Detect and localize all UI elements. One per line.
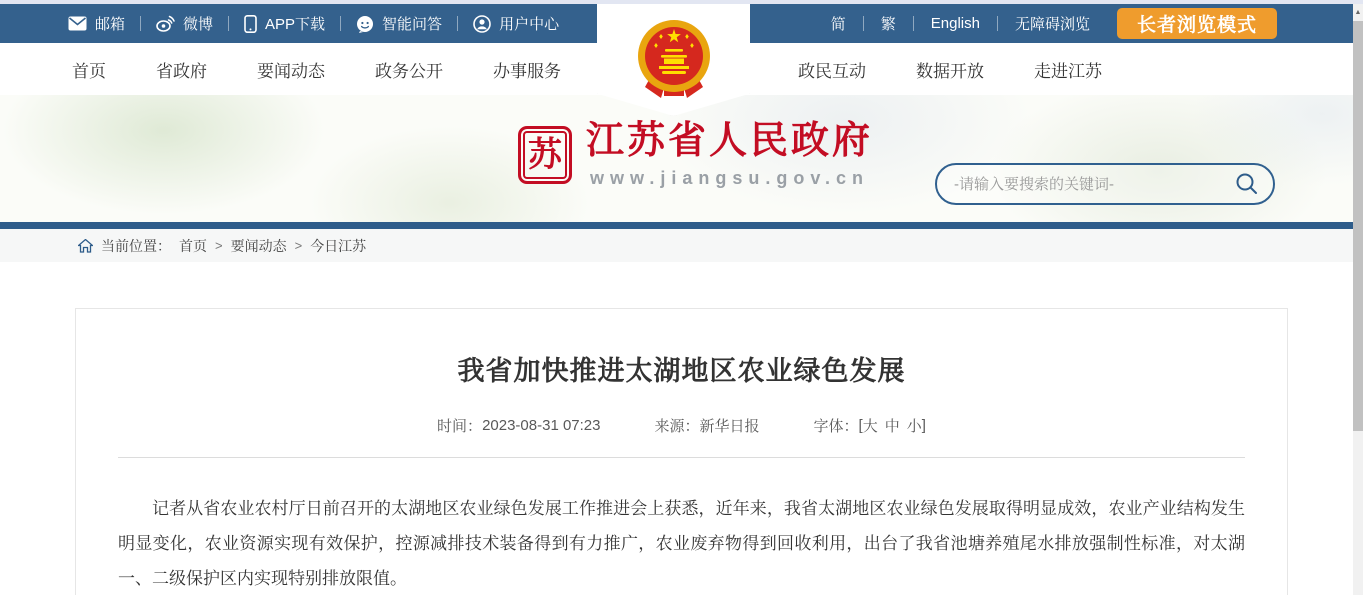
home-icon [78, 239, 93, 253]
utility-item-label: APP下载 [265, 16, 326, 33]
meta-time-value: 2023-08-31 07:23 [482, 417, 601, 434]
article-paragraph: 记者从省农业农村厅日前召开的太湖地区农业绿色发展工作推进会上获悉，近年来，我省太湖地区农业绿色发展取得明显成效，农业产业结构发生明显变化，农业资源实现有效保护，控源减排技术装备得到有力推广，农业废弃物得到回收利用，出台了我省池塘养殖尾水排放强制性标准，对太湖一、二级保护区内实现特别排放限值。 [118, 499, 1245, 588]
weibo-link[interactable] [156, 13, 213, 34]
weibo-icon [156, 15, 175, 32]
breadcrumb-label: 当前位置： [101, 237, 171, 254]
smartphone-icon [244, 15, 257, 33]
robot-chat-icon [356, 15, 374, 33]
utility-item-label: 邮箱 [95, 16, 126, 33]
mail-icon [68, 16, 87, 31]
national-emblem-badge[interactable] [597, 4, 750, 116]
content-area [0, 262, 1363, 595]
utility-left-group [68, 4, 559, 43]
nav-item-provincial-gov[interactable]: 省政府 [156, 61, 207, 81]
font-bracket-close: ] [921, 417, 926, 434]
separator [340, 16, 341, 31]
site-logo[interactable] [518, 121, 873, 189]
utility-item-label: 智能问答 [382, 16, 443, 33]
utility-item-label: 用户中心 [499, 16, 560, 33]
breadcrumb-news[interactable]: 要闻动态 [230, 237, 287, 254]
lang-traditional[interactable]: 繁 [880, 16, 896, 33]
scrollbar-up-arrow[interactable]: ▲ [1353, 4, 1363, 21]
accessibility-link[interactable]: 无障碍浏览 [1014, 16, 1090, 33]
banner [0, 95, 1363, 222]
browser-chrome-edge [0, 0, 1363, 4]
article-meta [118, 415, 1245, 436]
scrollbar[interactable] [1353, 4, 1363, 595]
nav-item-gov-affairs[interactable]: 政务公开 [375, 61, 443, 81]
utility-item-label: 微博 [183, 16, 214, 33]
site-text-block [586, 121, 873, 189]
nav-item-home[interactable]: 首页 [72, 61, 106, 81]
meta-font-label: 字体： [813, 418, 859, 435]
font-size-options [863, 415, 922, 436]
separator [140, 16, 141, 31]
separator [457, 16, 458, 31]
breadcrumb-current[interactable]: 今日江苏 [310, 237, 367, 254]
app-download-link[interactable] [244, 13, 325, 34]
national-emblem-icon [634, 18, 714, 116]
nav-left-group [72, 43, 561, 95]
meta-source-value: 新华日报 [699, 418, 760, 435]
font-size-small[interactable]: 小 [906, 418, 922, 435]
separator [228, 16, 229, 31]
article-card [75, 308, 1288, 595]
separator [913, 16, 914, 31]
nav-item-services[interactable]: 办事服务 [493, 61, 561, 81]
nav-item-about-jiangsu[interactable]: 走进江苏 [1034, 61, 1102, 81]
mail-link[interactable] [68, 13, 125, 34]
separator [863, 16, 864, 31]
meta-divider [118, 457, 1245, 458]
meta-time [437, 415, 600, 436]
font-bracket-open: [ [858, 417, 863, 434]
meta-source-label: 来源： [654, 418, 700, 435]
smart-qa-link[interactable] [356, 13, 442, 34]
lang-simplified[interactable]: 简 [830, 16, 846, 33]
article-title: 我省加快推进太湖地区农业绿色发展 [457, 356, 906, 386]
elder-mode-button[interactable]: 长者浏览模式 [1117, 8, 1277, 39]
search-icon [1235, 172, 1259, 196]
meta-font-size [814, 415, 926, 436]
meta-time-label: 时间： [437, 418, 483, 435]
search-button[interactable] [1235, 172, 1259, 196]
search-bar [935, 163, 1275, 205]
site-url: www.jiangsu.gov.cn [589, 167, 870, 188]
font-size-medium[interactable]: 中 [884, 418, 900, 435]
breadcrumb-separator: > [215, 238, 223, 253]
user-icon [473, 15, 491, 33]
breadcrumb-separator: > [294, 238, 303, 253]
banner-bottom-bar [0, 222, 1363, 229]
meta-source [655, 415, 760, 436]
search-input[interactable] [954, 176, 1235, 193]
breadcrumb [0, 229, 1363, 262]
separator [997, 16, 998, 31]
nav-right-group [798, 43, 1102, 95]
user-center-link[interactable] [473, 13, 559, 34]
nav-item-interaction[interactable]: 政民互动 [798, 61, 866, 81]
breadcrumb-home[interactable]: 首页 [179, 237, 207, 254]
jiangsu-seal-icon [518, 126, 572, 184]
lang-english[interactable]: English [930, 15, 980, 32]
seal-character: 苏 [528, 135, 562, 174]
nav-item-open-data[interactable]: 数据开放 [916, 61, 984, 81]
utility-right-group [831, 4, 1277, 43]
scrollbar-thumb[interactable] [1353, 21, 1363, 431]
font-size-large[interactable]: 大 [862, 418, 878, 435]
nav-item-news[interactable]: 要闻动态 [257, 61, 325, 81]
site-name: 江苏省人民政府 [586, 120, 874, 162]
